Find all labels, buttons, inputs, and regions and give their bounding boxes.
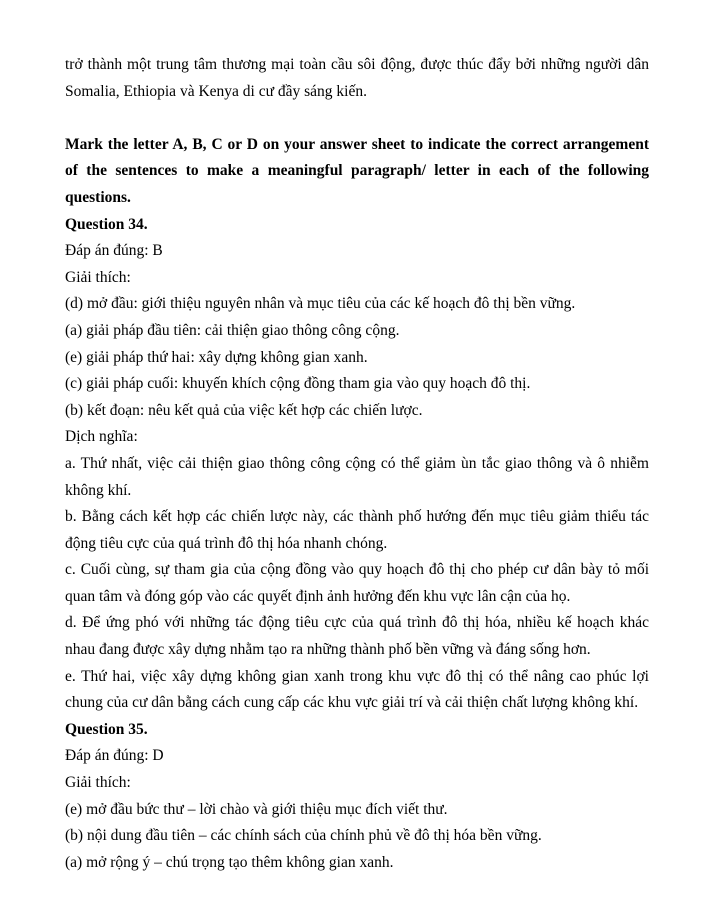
translation-item: b. Bằng cách kết hợp các chiến lược này, các thành phố hướng đến mục tiêu giảm thiểu tác động tiêu cực của quá trình đô thị hóa nhanh chóng.: [65, 508, 649, 552]
question-34-explain-heading: Giải thích:: [65, 268, 131, 286]
question-35-title: Question 35.: [65, 720, 148, 738]
explanation-item: (a) mở rộng ý – chú trọng tạo thêm không gian xanh.: [65, 853, 394, 871]
translation-item: c. Cuối cùng, sự tham gia của cộng đồng vào quy hoạch đô thị cho phép cư dân bày tỏ mối quan tâm và đóng góp vào các quyết định ảnh hưởng đến khu vực lân cận của họ.: [65, 561, 649, 605]
translation-item: a. Thứ nhất, việc cải thiện giao thông công cộng có thể giảm ùn tắc giao thông và ô nhiễm không khí.: [65, 454, 649, 499]
question-35-explain-heading: Giải thích:: [65, 774, 131, 792]
translation-item: e. Thứ hai, việc xây dựng không gian xanh trong khu vực đô thị có thể nâng cao phúc lợi chung của cư dân bằng cách cung cấp các khu vực giải trí và cải thiện chất lượng không khí.: [65, 667, 649, 712]
explanation-item: (b) kết đoạn: nêu kết quả của việc kết hợp các chiến lược.: [65, 401, 423, 419]
translation-item: d. Để ứng phó với những tác động tiêu cực của quá trình đô thị hóa, nhiều kế hoạch khác nhau đang được xây dựng nhằm tạo ra những thành phố bền vững và đáng sống hơn.: [65, 614, 649, 659]
explanation-item: (e) mở đầu bức thư – lời chào và giới thiệu mục đích viết thư.: [65, 800, 448, 818]
intro-paragraph: trở thành một trung tâm thương mại toàn cầu sôi động, được thúc đẩy bởi những người dân Somalia, Ethiopia và Kenya di cư đầy sáng kiến.: [65, 56, 649, 100]
explanation-item: (c) giải pháp cuối: khuyến khích cộng đồng tham gia vào quy hoạch đô thị.: [65, 375, 531, 393]
question-34-answer: Đáp án đúng: B: [65, 242, 163, 260]
question-34-title: Question 34.: [65, 215, 148, 233]
explanation-item: (b) nội dung đầu tiên – các chính sách của chính phủ về đô thị hóa bền vững.: [65, 827, 542, 845]
explanation-item: (d) mở đầu: giới thiệu nguyên nhân và mục tiêu của các kế hoạch đô thị bền vững.: [65, 295, 576, 313]
question-34-translation-heading: Dịch nghĩa:: [65, 428, 138, 446]
explanation-item: (a) giải pháp đầu tiên: cải thiện giao thông công cộng.: [65, 321, 400, 339]
question-35-answer: Đáp án đúng: D: [65, 747, 164, 765]
paragraph-spacer: [65, 105, 649, 132]
explanation-item: (e) giải pháp thứ hai: xây dựng không gian xanh.: [65, 348, 368, 366]
instruction-text: Mark the letter A, B, C or D on your answer sheet to indicate the correct arrangement of the sentences to make a meaningful paragraph/ letter in each of the following questions.: [65, 135, 649, 206]
